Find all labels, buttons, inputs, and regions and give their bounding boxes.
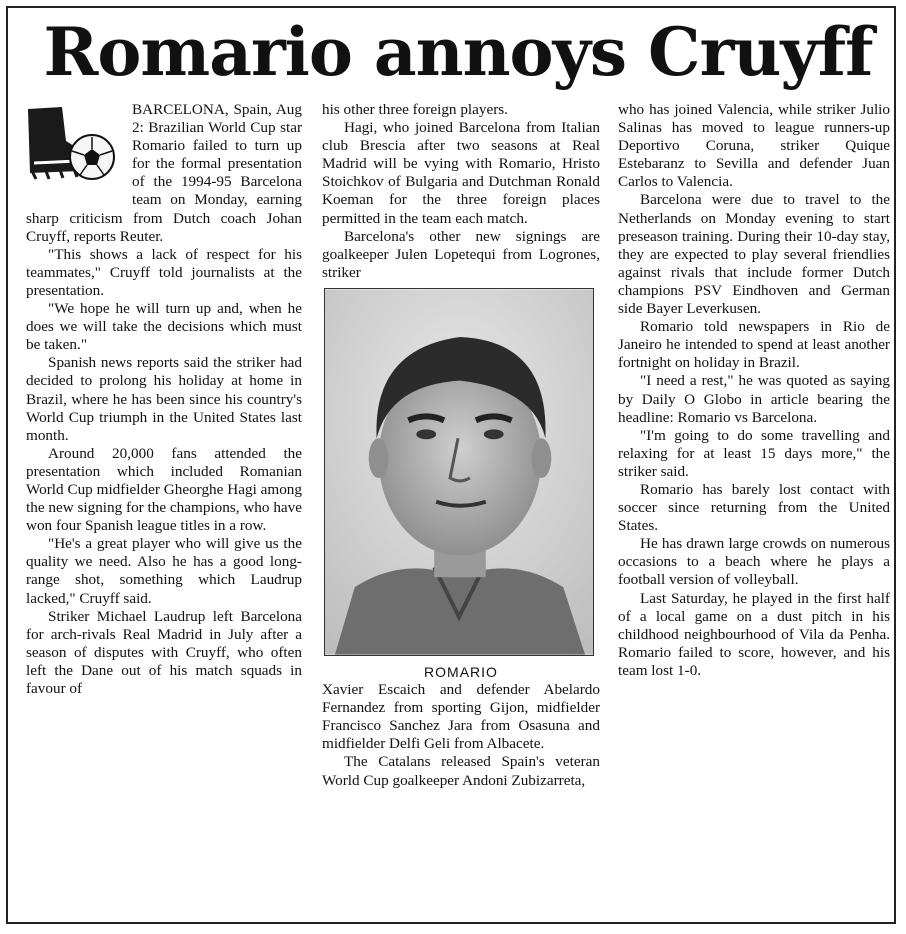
- paragraph: Last Saturday, he played in the first half of a local game on a dust pitch in his childhood neighbourhood of Vila da Penha. Romario failed to score, however, and his team lost 1-0.: [618, 589, 890, 679]
- paragraph: Romario told newspapers in Rio de Janeiro he intended to spend at least another fortnight on holiday in Brazil.: [618, 318, 890, 372]
- paragraph: "This shows a lack of respect for his teammates," Cruyff told journalists at the presentation.: [26, 245, 302, 299]
- football-boot-and-ball-icon: [22, 101, 116, 193]
- paragraph: Barcelona were due to travel to the Netherlands on Monday evening to start preseason training. During their 10-day stay, they are expected to play several friendlies against rivals that include former Dutch champions PSV Eindhoven and German side Bayer Leverkusen.: [618, 191, 890, 318]
- paragraph: Xavier Escaich and defender Abelardo Fernandez from sporting Gijon, midfielder Francisco Sanchez Jara from Osasuna and midfielder Delfi Geli from Albacete.: [322, 681, 600, 753]
- paragraph: Barcelona's other new signings are goalkeeper Julen Lopetequi from Logrones, striker: [322, 227, 600, 281]
- paragraph: BARCELONA, Spain, Aug 2: Brazilian World Cup star Romario failed to turn up for the formal presentation of the 1994-95 Barcelona team on Monday, earning sharp criticism from Dutch coach Johan Cruyff, reports Reuter.: [26, 101, 302, 245]
- paragraph: "We hope he will turn up and, when he does we will take the decisions which must be taken.": [26, 300, 302, 354]
- paragraph: who has joined Valencia, while striker Julio Salinas has moved to league runners-up Deportivo Coruna, striker Quique Estebaranz to Sevilla and defender Juan Carlos to Valencia.: [618, 101, 890, 191]
- column-1: [26, 101, 302, 698]
- headline: Romario annoys Cruyff: [43, 13, 873, 91]
- player-photo: [324, 288, 594, 656]
- article-frame: [6, 6, 896, 924]
- column-2: [322, 101, 600, 790]
- paragraph: Hagi, who joined Barcelona from Italian club Brescia after two seasons at Real Madrid will be vying with Romario, Hristo Stoichkov of Bulgaria and Dutchman Ronald Koeman for the three foreign places permitted in the team each match.: [322, 119, 600, 227]
- paragraph: "I'm going to do some travelling and relaxing for at least 15 days more," the striker said.: [618, 426, 890, 480]
- paragraph: Striker Michael Laudrup left Barcelona for arch-rivals Real Madrid in July after a season of disputes with Cruyff, who often left the Dane out of his match squads in favour of: [26, 607, 302, 697]
- photo-caption: ROMARIO: [424, 664, 498, 681]
- paragraph: Romario has barely lost contact with soccer since returning from the United States.: [618, 480, 890, 535]
- paragraph: He has drawn large crowds on numerous occasions to a beach where he plays a football version of volleyball.: [618, 535, 890, 589]
- paragraph: The Catalans released Spain's veteran World Cup goalkeeper Andoni Zubizarreta,: [322, 753, 600, 789]
- column-3: [618, 101, 890, 680]
- paragraph: "I need a rest," he was quoted as saying by Daily O Globo in article bearing the headline: Romario vs Barcelona.: [618, 372, 890, 426]
- paragraph: Around 20,000 fans attended the presentation which included Romanian World Cup midfielder Gheorghe Hagi among the new signing for the champions, who have won four Spanish league titles in a row.: [26, 444, 302, 535]
- paragraph: "He's a great player who will give us the quality we need. Also he has a good long-range shot, something which Laudrup lacked," Cruyff said.: [26, 535, 302, 607]
- paragraph: his other three foreign players.: [322, 101, 508, 118]
- paragraph: Spanish news reports said the striker had decided to prolong his holiday at home in Brazil, where he has been since his country's World Cup triumph in the United States last month.: [26, 354, 302, 444]
